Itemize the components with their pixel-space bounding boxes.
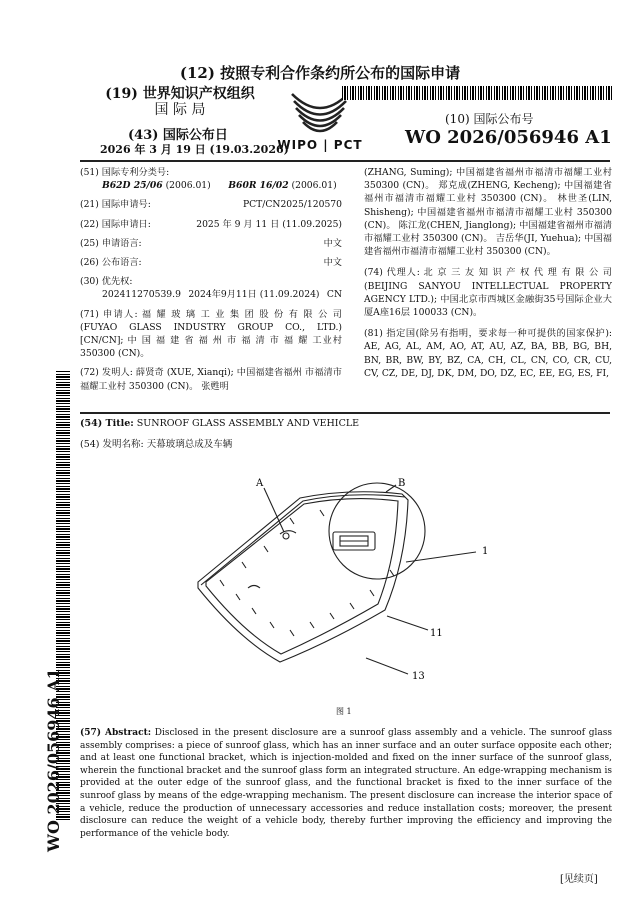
title-cn-block [80,436,232,450]
edge-line [201,495,405,585]
designated-states: (81) 指定国(除另有指明，要求每一种可提供的国家保护): AE, AG, AL, AM, AO, AT, AU, AZ, BA, BB, BG, BH, BN, BR, BW, BY, BZ, CA, CH, CL, CN, CO, CR, CU, CV, CZ, DE, DJ, DK, DM, DO, DZ, EC, EE, EG, ES, FI, [364,328,612,379]
ipc-label: (51) 国际专利分类号: [80,167,170,178]
priority-number: 202411270539.9 [102,289,181,301]
ipc-date-2: (2006.01) [291,180,337,192]
publication-number: WO 2026/056946 A1 [405,127,612,148]
title-en: SUNROOF GLASS ASSEMBLY AND VEHICLE [136,418,360,429]
publang: 中文 [323,257,342,269]
leader-13 [366,658,408,674]
leader-1 [406,552,476,562]
biblio-left [80,166,342,393]
spine-publication-number: WO 2026/056946 A1 [44,668,63,852]
abstract-text: Disclosed in the present disclosure are a sunroof glass assembly and a vehicle. The sunroof glass assembly comprises: a piece of sunroof glass, which has an inner surface and an outer surface opposite each other; and at least one functional bracket, which is injection-molded and fixed on the inner surface of the sunroof glass, wherein the functional bracket and the sunroof glass form an integrated structure. An edge-wrapping mechanism is provided at the outer edge of the sunroof glass, and the functional bracket is fixed to the inner surface of the sunroof glass by means of the edge-wrapping mechanism. The present disclosure can increase the interior space of a vehicle, reduce the production of unnecessary accessories and reduce installation costs; moreover, the present disclosure can reduce the weight of a vehicle body, thereby further improving the efficiency and improving the performance of the vehicle body. [80,728,612,839]
abstract-label: (57) Abstract: [80,728,152,738]
title-en-label: (54) Title: [80,418,134,429]
figure-1 [180,470,500,700]
title-cn-label: (54) 发明名称: [80,439,144,450]
filelang-label: (25) 申请语言: [80,237,142,249]
filedate-label: (22) 国际申请日: [80,218,151,230]
inventors-start: (72) 发明人: 薛贤奇 (XUE, Xianqi); 中国福建省福州 市福清市福耀工业村 350300 (CN)。 张甦明 [80,367,342,392]
priority-row [80,288,342,301]
biblio-right [364,166,612,380]
label-b: B [398,478,406,489]
pubdate-label: (43) 国际公布日 [128,128,228,143]
filelang: 中文 [323,237,342,249]
org-name: (19) 世界知识产权组织 [105,86,255,102]
priority-label: (30) 优先权: [80,276,133,288]
wipo-pct-text: WIPO | PCT [277,138,363,152]
detail-circle-b [329,483,425,579]
filedate: 2025 年 9 月 11 日 (11.09.2025) [196,218,342,230]
priority-date: 2024年9月11日 (11.09.2024) [188,289,320,301]
label-11: 11 [430,628,443,639]
publang-label: (26) 公布语言: [80,257,142,269]
agent: (74) 代理人: 北 京 三 友 知 识 产 权 代 理 有 限 公 司 (BEIJING SANYOU INTELLECTUAL PROPERTY AGENCY LTD.); 中国北京市西城区金融街35号国际企业大厦A座16层 100033 (CN)。 [364,267,612,319]
title-rule [80,412,610,414]
header-rule [80,160,610,162]
abstract [80,727,612,840]
priority-country: CN [326,289,342,301]
appno: PCT/CN2025/120570 [242,199,342,211]
barcode [342,86,612,100]
inventors-continued: (ZHANG, Suming); 中国福建省福州市福清市福耀工业村 350300 (CN)。 郑克成(ZHENG, Kecheng); 中国福建省福州市福清市福耀工业村 350300 (CN)。 林世圣(LIN, Shisheng); 中国福建省福州市福清市福耀工业村 350300 (CN)。 陈江龙(CHEN, Jianglong); 中国福建省福州市福清市福耀工业村 350300 (CN)。 吉岳华(JI, Yuehua); 中国福建省福州市福清市福耀工业村 350300 (CN)。 [364,167,612,258]
ipc-codes [80,179,342,192]
kind-code: (12) 按照专利合作条约所公布的国际申请 [179,64,461,82]
leader-11 [387,616,428,630]
label-1: 1 [482,546,489,557]
pubno-label: (10) 国际公布号 [445,112,534,126]
label-a: A [256,478,264,489]
issuing-organization [100,86,260,118]
filing-date-row [80,218,342,231]
glass-inner-edge [206,499,398,654]
title-en-block [80,418,359,429]
leader-b [386,485,396,492]
org-bureau: 国 际 局 [154,102,206,118]
application-number-row [80,198,342,211]
label-13: 13 [412,671,425,682]
ipc-code-1: B62D 25/06 [102,180,163,192]
ipc-date-1: (2006.01) [165,180,211,192]
figure-caption: 图 1 [336,707,352,716]
applicant: (71) 申请人: 福 耀 玻 璃 工 业 集 团 股 份 有 限 公 司 (FUYAO GLASS INDUSTRY GROUP CO., LTD.) [CN/CN]; 中 国 福 建 省 福 州 市 福 清 市 福 耀 工业村 350300 (CN)。 [80,308,342,360]
filing-language-row [80,237,342,250]
continued-note: [见续页] [560,874,598,885]
sunroof-glass-outline [198,492,408,662]
ipc-code-2: B60R 16/02 [228,180,289,192]
title-cn: 天幕玻璃总成及车辆 [146,439,233,450]
publication-language-row [80,256,342,269]
pubdate: 2026 年 3 月 19 日 (19.03.2026) [100,143,289,156]
appno-label: (21) 国际申请号: [80,199,151,211]
